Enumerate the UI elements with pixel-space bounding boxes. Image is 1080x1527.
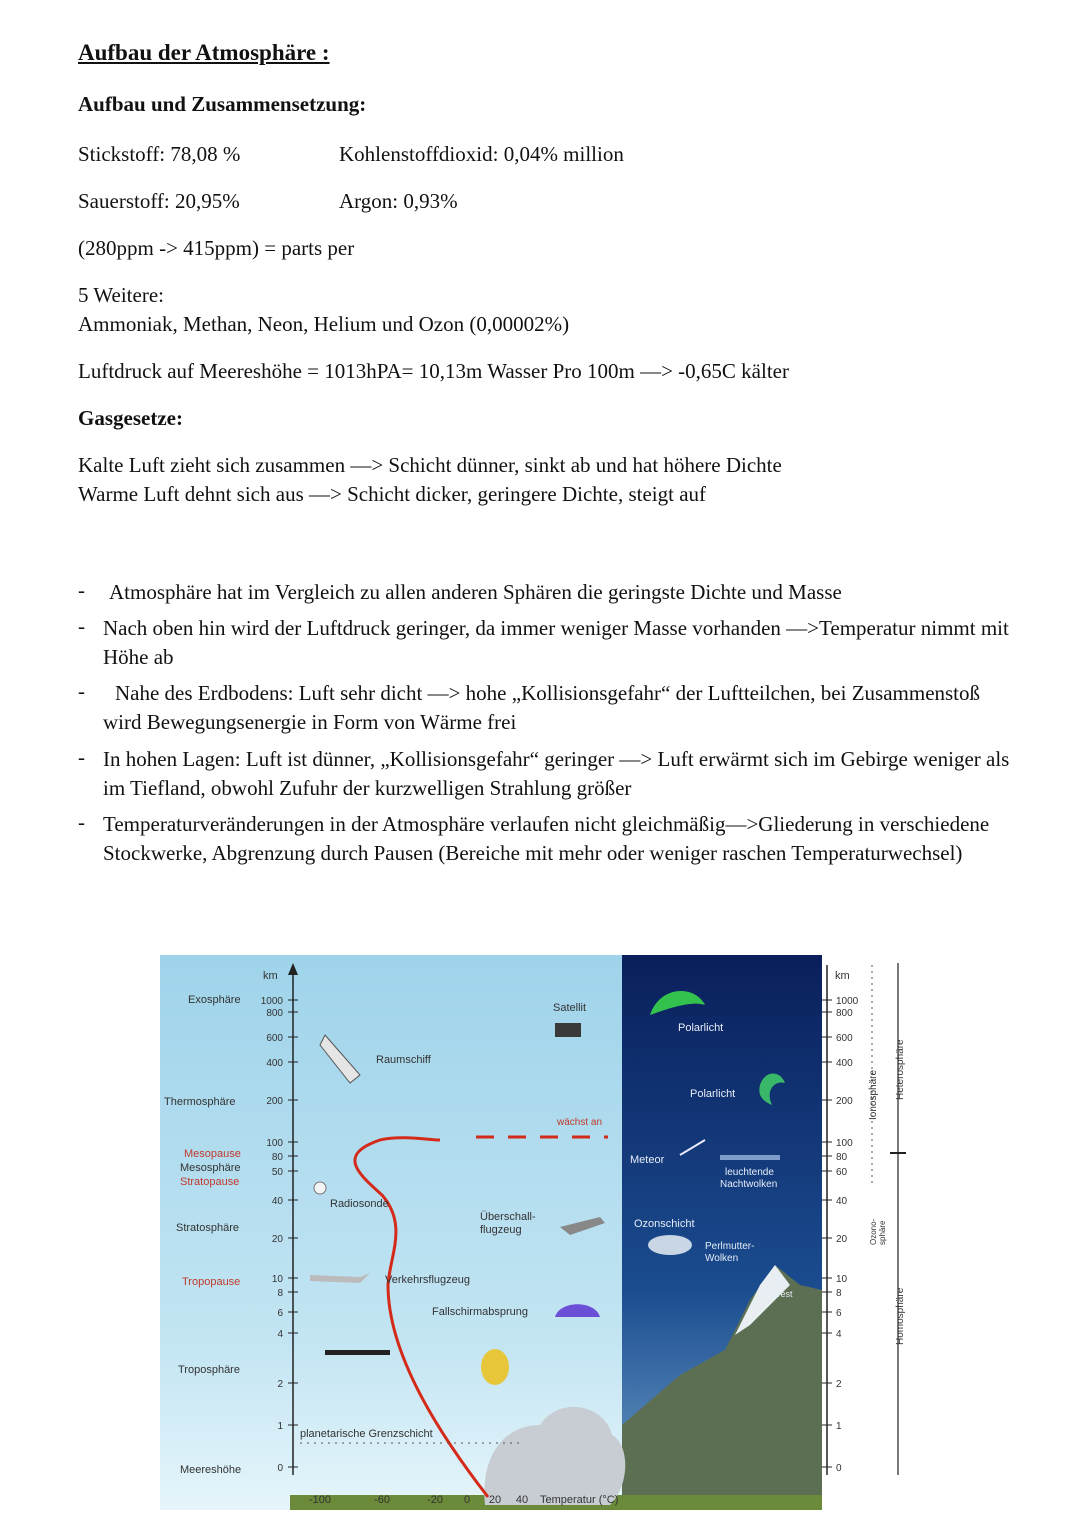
right-axis-tick-label: 1: [836, 1421, 842, 1432]
right-axis-tick-label: 60: [836, 1167, 848, 1178]
pearl-cloud: [648, 1235, 692, 1255]
right-axis-tick-label: 800: [836, 1008, 853, 1019]
right-axis-tick-label: 2: [836, 1379, 842, 1390]
layer-stratopause: Stratopause: [180, 1176, 240, 1188]
label-satellit: Satellit: [553, 1002, 587, 1014]
right-axis-tick-label: 40: [836, 1196, 848, 1207]
left-axis-tick-label: 200: [266, 1096, 283, 1107]
bullet-dash: -: [78, 810, 85, 834]
right-axis-tick-label: 8: [836, 1288, 842, 1299]
left-axis-tick-label: 40: [271, 1196, 283, 1207]
right-axis-tick-label: 100: [836, 1138, 853, 1149]
x-axis-tick-label: 20: [488, 1494, 502, 1506]
radiosonde-balloon-icon: [314, 1182, 326, 1194]
x-axis-tick-label: -20: [427, 1494, 443, 1506]
bullet-dash: -: [78, 745, 85, 769]
layer-tropopause: Tropopause: [182, 1276, 241, 1288]
bullet-dash: -: [78, 578, 85, 602]
label-nachtwolken: leuchtende Nachtwolken: [720, 1167, 778, 1190]
label-raumschiff: Raumschiff: [376, 1054, 431, 1066]
x-axis-tick-label: 40: [515, 1494, 529, 1506]
bullet-item: Atmosphäre hat im Vergleich zu allen anderen Sphären die geringste Dichte und Masse: [109, 580, 842, 604]
left-axis-tick-label: 8: [277, 1288, 283, 1299]
layer-stratosphere: Stratosphäre: [176, 1222, 239, 1234]
label-ozonschicht: Ozonschicht: [634, 1218, 695, 1230]
label-everest: Mt. Everest: [762, 1277, 793, 1299]
label-fallschirm: Fallschirmabsprung: [432, 1306, 528, 1318]
right-axis-tick-label: 600: [836, 1033, 853, 1044]
nitrogen-value: Stickstoff: 78,08 %: [78, 142, 241, 166]
left-axis-tick-label: 400: [266, 1058, 283, 1069]
bullet-item: Nach oben hin wird der Luftdruck geringer, da immer weniger Masse vorhanden —>Temperatur nimmt mit Höhe ab: [103, 616, 1009, 669]
label-ionosphaere: Ionosphäre: [868, 1069, 879, 1120]
right-axis-tick-label: 400: [836, 1058, 853, 1069]
label-heterosphaere: Heterosphäre: [895, 1039, 906, 1100]
right-axis-tick-label: 10: [836, 1274, 848, 1285]
left-axis-tick-label: 1: [277, 1421, 283, 1432]
left-axis-tick-label: 600: [266, 1033, 283, 1044]
right-axis-tick-label: 4: [836, 1329, 842, 1340]
ppm-note: (280ppm -> 415ppm) = parts per: [78, 236, 355, 260]
label-ozonosphaere: Ozono-sphäre: [869, 1218, 887, 1245]
left-axis-tick-label: 4: [277, 1329, 283, 1340]
left-axis-tick-label: 0: [277, 1463, 283, 1474]
bullet-dash: -: [78, 679, 85, 703]
left-axis-tick-label: 100: [266, 1138, 283, 1149]
label-perlmutter: Perlmutter-Wolken: [705, 1241, 755, 1264]
warm-air-law: Warme Luft dehnt sich aus —> Schicht dicker, geringere Dichte, steigt auf: [78, 482, 707, 506]
noctilucent-cloud: [720, 1155, 780, 1160]
left-axis-tick-label: 2: [277, 1379, 283, 1390]
right-axis-tick-label: 80: [836, 1152, 848, 1163]
argon-value: Argon: 0,93%: [339, 189, 458, 213]
bullet-dash: -: [78, 614, 85, 638]
bullet-item: Temperaturveränderungen in der Atmosphäre verlaufen nicht gleichmäßig—>Gliederung in verschiedene Stockwerke, Abgrenzung durch Pausen (Bereiche mit mehr oder weniger raschen Temperaturwechsel): [103, 812, 990, 865]
label-grenzschicht: planetarische Grenzschicht: [300, 1428, 433, 1440]
atmosphere-diagram: [160, 955, 920, 1510]
x-axis-tick-label: -100: [308, 1494, 332, 1506]
biplane-icon: [325, 1350, 390, 1355]
layer-sealevel: Meereshöhe: [180, 1464, 242, 1476]
label-waechst-an: wächst an: [557, 1117, 603, 1128]
further-gases-heading: 5 Weitere:: [78, 283, 164, 307]
left-axis-unit: km: [263, 970, 278, 982]
left-axis-tick-label: 6: [277, 1308, 283, 1319]
further-gases-list: Ammoniak, Methan, Neon, Helium und Ozon (0,00002%): [78, 312, 570, 336]
x-axis-tick-label: 0: [463, 1494, 471, 1506]
label-homosphaere: Homosphäre: [895, 1287, 906, 1345]
right-axis-tick-label: 20: [836, 1234, 848, 1245]
section-heading-gas-laws: Gasgesetze:: [78, 406, 183, 430]
layer-exosphere: Exosphäre: [188, 994, 241, 1006]
layer-mesosphere: Mesosphäre: [180, 1162, 241, 1174]
layer-troposphere: Troposphäre: [178, 1364, 240, 1376]
right-axis-tick-label: 200: [836, 1096, 853, 1107]
right-axis-tick-label: 0: [836, 1463, 842, 1474]
label-polarlicht-2: Polarlicht: [690, 1088, 736, 1100]
layer-mesopause: Mesopause: [184, 1148, 241, 1160]
section-heading-composition: Aufbau und Zusammensetzung:: [78, 92, 367, 116]
satellite-icon: [555, 1023, 581, 1037]
oxygen-value: Sauerstoff: 20,95%: [78, 189, 240, 213]
layer-thermosphere: Thermosphäre: [164, 1096, 236, 1108]
air-pressure-note: Luftdruck auf Meereshöhe = 1013hPA= 10,13m Wasser Pro 100m —> -0,65C kälter: [78, 359, 789, 383]
label-radiosonde: Radiosonde: [330, 1198, 389, 1210]
page-title: Aufbau der Atmosphäre :: [78, 40, 330, 65]
left-axis-tick-label: 800: [266, 1008, 283, 1019]
cold-air-law: Kalte Luft zieht sich zusammen —> Schicht dünner, sinkt ab und hat höhere Dichte: [78, 453, 782, 477]
right-axis-tick-label: 6: [836, 1308, 842, 1319]
co2-value: Kohlenstoffdioxid: 0,04% million: [339, 142, 624, 166]
label-verkehrsflugzeug: Verkehrsflugzeug: [385, 1274, 470, 1286]
label-meteor: Meteor: [630, 1154, 665, 1166]
x-axis-label: Temperatur (°C): [540, 1494, 619, 1506]
left-axis-tick-label: 80: [271, 1152, 283, 1163]
label-polarlicht-1: Polarlicht: [678, 1022, 724, 1034]
bullet-item: In hohen Lagen: Luft ist dünner, „Kollisionsgefahr“ geringer —> Luft erwärmt sich im Gebirge weniger als im Tiefland, obwohl Zufuhr der kurzwelligen Strahlung größer: [103, 747, 1010, 800]
right-axis-unit: km: [835, 970, 850, 982]
left-axis-tick-label: 10: [271, 1274, 283, 1285]
left-axis-tick-label: 50: [271, 1167, 283, 1178]
hot-air-balloon-icon: [481, 1349, 509, 1385]
x-axis-tick-label: -60: [374, 1494, 390, 1506]
right-axis-tick-label: 1000: [836, 996, 859, 1007]
label-ueberschall: Überschall-flugzeug: [480, 1211, 536, 1236]
bullet-item: Nahe des Erdbodens: Luft sehr dicht —> hohe „Kollisionsgefahr“ der Luftteilchen, bei Zusammenstoß wird Bewegungsenergie in Form von Wärme frei: [103, 681, 981, 734]
left-axis-tick-label: 20: [271, 1234, 283, 1245]
left-axis-tick-label: 1000: [260, 996, 283, 1007]
